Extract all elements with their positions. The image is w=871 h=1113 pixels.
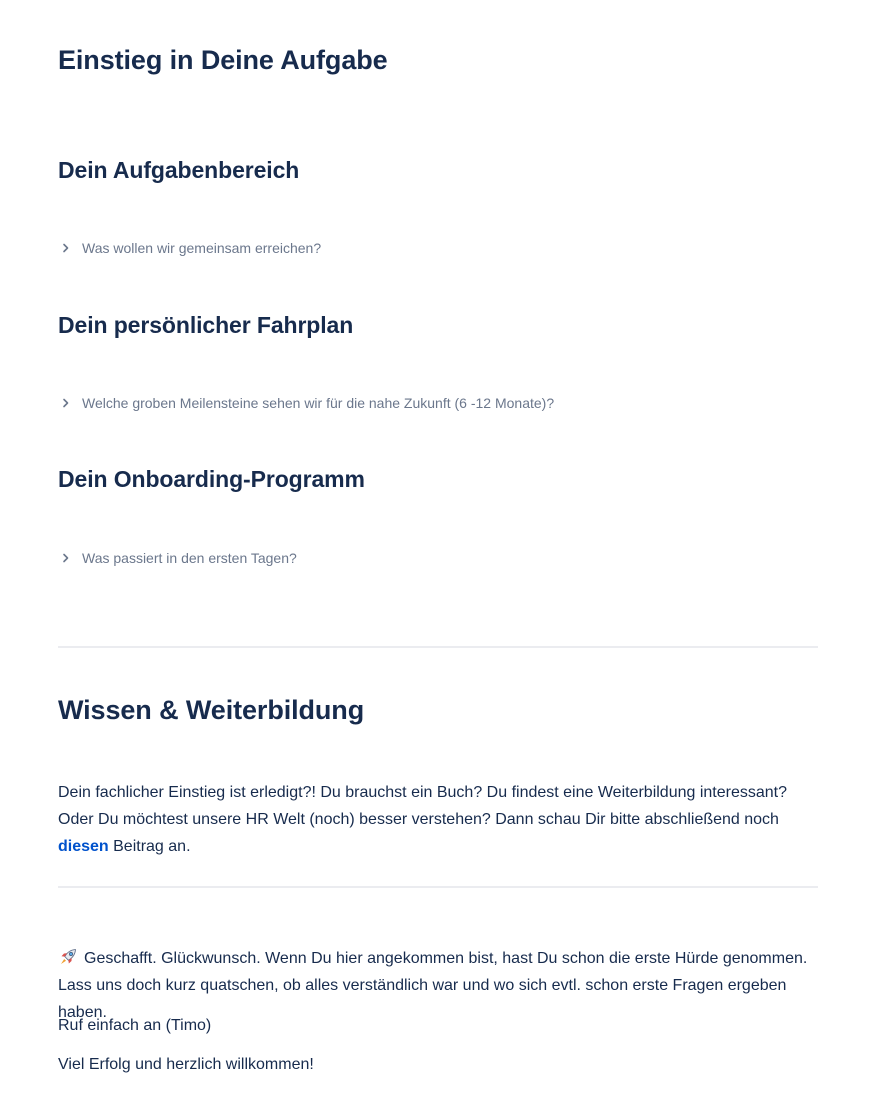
diesen-link[interactable]: diesen — [58, 838, 109, 855]
heading-wissen: Wissen & Weiterbildung — [58, 695, 365, 725]
congrats-text: Geschafft. Glückwunsch. Wenn Du hier angekommen bist, hast Du schon die erste Hürde genommen. Lass uns doch kurz quatschen, ob alles verständlich war und wo sich evtl. schon erste Fragen ergeben haben. — [58, 950, 808, 1021]
expand-label: Welche groben Meilensteine sehen wir für die nahe Zukunft (6 -12 Monate)? — [82, 395, 555, 411]
chevron-right-icon — [62, 398, 82, 408]
divider — [58, 646, 818, 648]
expand-fahrplan[interactable] — [62, 395, 554, 411]
wissen-text: Dein fachlicher Einstieg ist erledigt?! Du brauchst ein Buch? Du findest eine Weiterbildung interessant? Oder Du möchtest unsere HR Welt (noch) besser verstehen? Dann schau Dir bitte abschließend noch — [58, 784, 787, 828]
wissen-text-end: Beitrag an. — [108, 838, 191, 855]
expand-label: Was passiert in den ersten Tagen? — [82, 550, 297, 566]
heading-onboarding: Dein Onboarding-Programm — [58, 466, 365, 492]
page-title: Einstieg in Deine Aufgabe — [58, 45, 388, 75]
wissen-paragraph — [58, 779, 818, 860]
expand-onboarding[interactable] — [62, 550, 297, 566]
call-text: Ruf einfach an (Timo) — [58, 1017, 212, 1034]
heading-aufgabenbereich: Dein Aufgabenbereich — [58, 157, 300, 183]
chevron-right-icon — [62, 553, 82, 563]
heading-fahrplan: Dein persönlicher Fahrplan — [58, 312, 354, 338]
welcome-text: Viel Erfolg und herzlich willkommen! — [58, 1056, 314, 1073]
divider — [58, 886, 818, 888]
chevron-right-icon — [62, 243, 82, 253]
expand-label: Was wollen wir gemeinsam erreichen? — [82, 240, 322, 256]
expand-aufgabenbereich[interactable] — [62, 240, 321, 256]
rocket-icon — [58, 947, 78, 967]
